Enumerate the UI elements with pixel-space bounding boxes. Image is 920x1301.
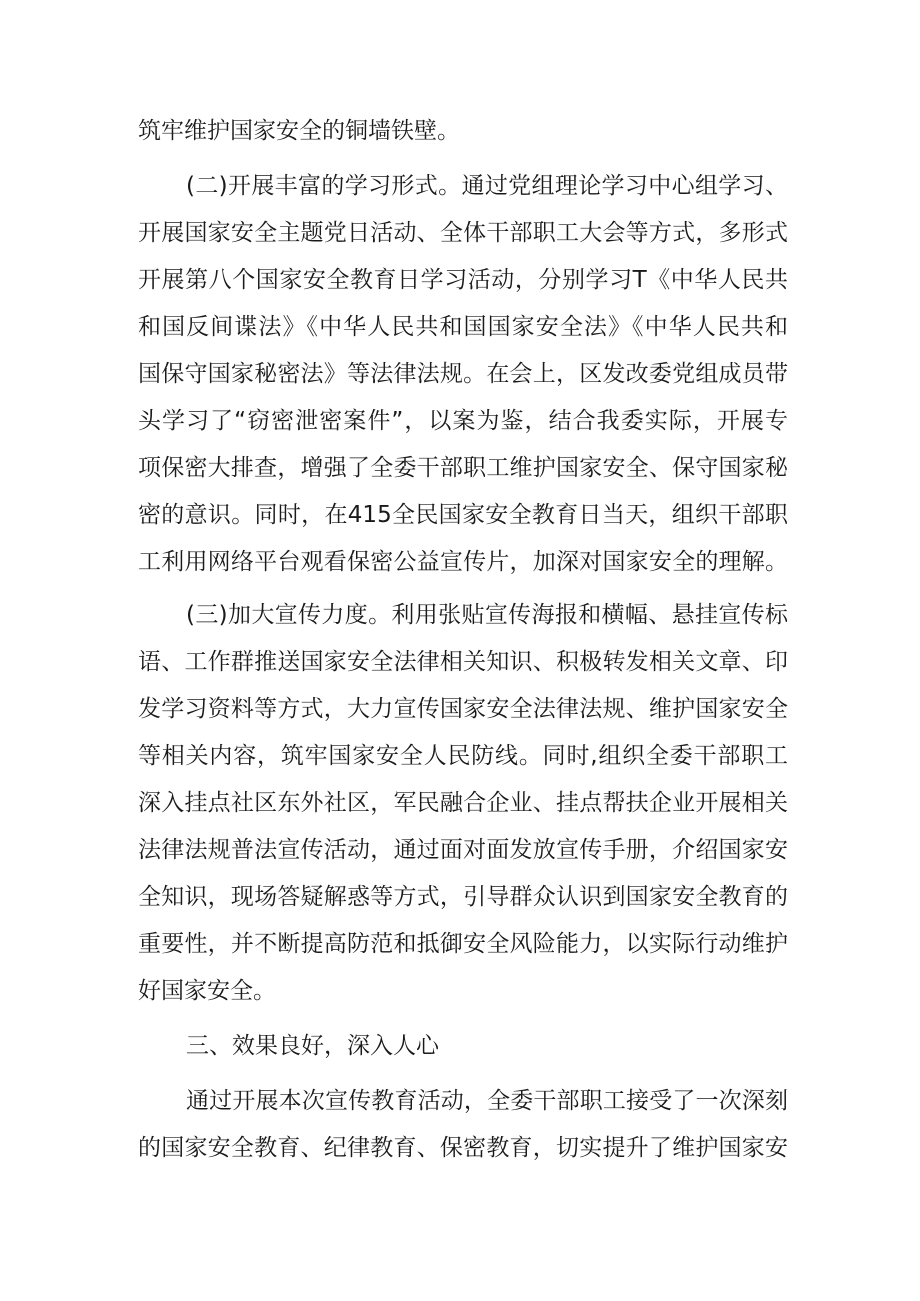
paragraph-line: 全知识，现场答疑解惑等方式，引导群众认识到国家安全教育的 (138, 884, 788, 910)
paragraph-line: 项保密大排查，增强了全委干部职工维护国家安全、保守国家秘 (138, 455, 788, 481)
section-heading: 三、效果良好，深入人心 (186, 1033, 439, 1059)
paragraph-line: 法律法规普法宣传活动，通过面对面发放宣传手册，介绍国家安 (138, 837, 788, 863)
paragraph-line: 国保守国家秘密法》等法律法规。在会上，区发改委党组成员带 (138, 361, 788, 387)
paragraph-line: (三)加大宣传力度。利用张贴宣传海报和横幅、悬挂宣传标 (186, 602, 788, 628)
paragraph-line: 密的意识。同时，在415全民国家安全教育日当天，组织干部职 (138, 502, 788, 528)
paragraph-line: 语、工作群推送国家安全法律相关知识、积极转发相关文章、印 (138, 649, 788, 675)
paragraph-line: 头学习了“窃密泄密案件”，以案为鉴，结合我委实际，开展专 (138, 408, 788, 434)
paragraph-line: 的国家安全教育、纪律教育、保密教育，切实提升了维护国家安 (138, 1135, 788, 1161)
paragraph-line: 通过开展本次宣传教育活动，全委干部职工接受了一次深刻 (186, 1088, 788, 1114)
paragraph-line: 深入挂点社区东外社区，军民融合企业、挂点帮扶企业开展相关 (138, 790, 788, 816)
paragraph-line: 工利用网络平台观看保密公益宣传片，加深对国家安全的理解。 (138, 549, 788, 575)
paragraph-line: 筑牢维护国家安全的铜墙铁壁。 (138, 118, 460, 144)
paragraph-line: 好国家安全。 (138, 978, 276, 1004)
paragraph-line: 重要性，并不断提高防范和抵御安全风险能力，以实际行动维护 (138, 931, 788, 957)
paragraph-line: 开展第八个国家安全教育日学习活动，分别学习T《中华人民共 (138, 267, 788, 293)
paragraph-line: (二)开展丰富的学习形式。通过党组理论学习中心组学习、 (186, 173, 788, 199)
paragraph-line: 和国反间谍法》《中华人民共和国国家安全法》《中华人民共和 (138, 314, 788, 340)
paragraph-line: 开展国家安全主题党日活动、全体干部职工大会等方式，多形式 (138, 220, 788, 246)
paragraph-line: 发学习资料等方式，大力宣传国家安全法律法规、维护国家安全 (138, 696, 788, 722)
paragraph-line: 等相关内容，筑牢国家安全人民防线。同时,组织全委干部职工 (138, 743, 788, 769)
